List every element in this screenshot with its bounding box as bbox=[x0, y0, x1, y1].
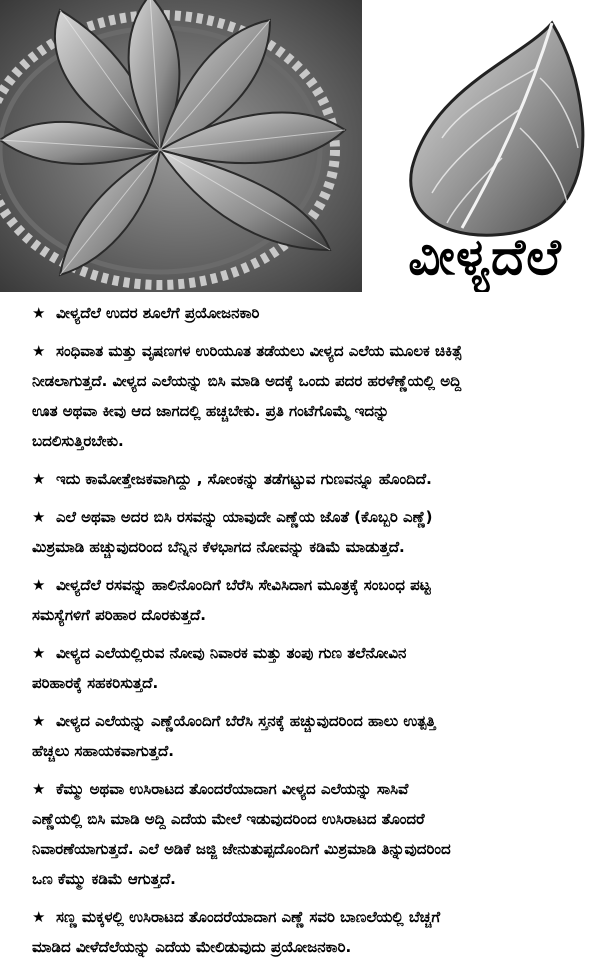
betel-leaf-illustration bbox=[402, 18, 590, 246]
text-line-content: ವೀಳ್ಯದೆಲೆ ಉದರ ಶೂಲೆಗೆ ಪ್ರಯೋಜನಕಾರಿ bbox=[56, 304, 260, 322]
text-line bbox=[32, 864, 592, 894]
text-line bbox=[32, 932, 592, 962]
text-line bbox=[32, 396, 592, 426]
text-line-content: ಮಾಡಿದ ವೀಳೆದೆಲೆಯನ್ನು ಎದೆಯ ಮೇಲಿಡುವುದು ಪ್ರಯೋಜನಕಾರಿ. bbox=[32, 938, 352, 956]
bullet-paragraph bbox=[32, 774, 592, 894]
text-line bbox=[32, 336, 592, 366]
text-line-content: ಕೆಮ್ಮು ಅಥವಾ ಉಸಿರಾಟದ ತೊಂದರೆಯಾದಾಗ ವೀಳ್ಯದ ಎಲೆಯನ್ನು ಸಾಸಿವೆ bbox=[56, 780, 409, 798]
text-line bbox=[32, 366, 592, 396]
bullet-paragraph bbox=[32, 706, 592, 766]
text-line-content: ಎಣ್ಣೆಯಲ್ಲಿ ಬಿಸಿ ಮಾಡಿ ಅದ್ದಿ ಎದೆಯ ಮೇಲೆ ಇಡುವುದರಿಂದ ಉಸಿರಾಟದ ತೊಂದರೆ bbox=[32, 810, 425, 828]
text-line-content: ಮಿಶ್ರಮಾಡಿ ಹಚ್ಚುವುದರಿಂದ ಬೆನ್ನಿನ ಕೆಳಭಾಗದ ನೋವನ್ನು ಕಡಿಮೆ ಮಾಡುತ್ತದೆ. bbox=[32, 538, 405, 556]
bullet-paragraph bbox=[32, 298, 592, 328]
text-line bbox=[32, 426, 592, 456]
text-line bbox=[32, 464, 592, 494]
text-line-content: ಇದು ಕಾಮೋತ್ತೇಜಕವಾಗಿದ್ದು , ಸೋಂಕನ್ನು ತಡೆಗಟ್ಟುವ ಗುಣವನ್ನೂ ಹೊಂದಿದೆ. bbox=[56, 470, 432, 488]
text-line bbox=[32, 298, 592, 328]
text-line-content: ವೀಳ್ಯದ ಎಲೆಯನ್ನು ಎಣ್ಣೆಯೊಂದಿಗೆ ಬೆರೆಸಿ ಸ್ತನಕ್ಕೆ ಹಚ್ಚುವುದರಿಂದ ಹಾಲು ಉತ್ಪತ್ತಿ bbox=[56, 712, 436, 730]
text-line bbox=[32, 774, 592, 804]
text-line bbox=[32, 638, 592, 668]
text-line bbox=[32, 668, 592, 698]
star-bullet-icon: ★ bbox=[32, 304, 46, 322]
bullet-paragraph bbox=[32, 502, 592, 562]
text-line-content: ನಿವಾರಣೆಯಾಗುತ್ತದೆ. ಎಲೆ ಅಡಿಕೆ ಜಜ್ಜಿ ಜೇನುತುಪ್ಪದೊಂದಿಗೆ ಮಿಶ್ರಮಾಡಿ ತಿನ್ನುವುದರಿಂದ bbox=[32, 840, 451, 858]
text-line bbox=[32, 706, 592, 736]
betel-leaves-basket-photo bbox=[0, 0, 362, 292]
text-line bbox=[32, 834, 592, 864]
bullet-paragraph bbox=[32, 638, 592, 698]
text-line-content: ಸಣ್ಣ ಮಕ್ಕಳಲ್ಲಿ ಉಸಿರಾಟದ ತೊಂದರೆಯಾದಾಗ ಎಣ್ಣೆ ಸವರಿ ಬಾಣಲೆಯಲ್ಲಿ ಬೆಚ್ಚಗೆ bbox=[56, 908, 441, 926]
bullet-paragraph bbox=[32, 336, 592, 456]
text-line bbox=[32, 570, 592, 600]
star-bullet-icon: ★ bbox=[32, 908, 46, 926]
single-betel-leaf-photo bbox=[402, 18, 590, 246]
text-line bbox=[32, 502, 592, 532]
page-title: ವೀಳ್ಯದೆಲೆ bbox=[408, 228, 562, 286]
basket-leaves-illustration bbox=[0, 0, 362, 292]
text-line-content: ಸಂಧಿವಾತ ಮತ್ತು ವೃಷಣಗಳ ಉರಿಯೂತ ತಡೆಯಲು ವೀಳ್ಯದ ಎಲೆಯ ಮೂಲಕ ಚಿಕಿತ್ಸೆ bbox=[56, 342, 463, 360]
text-line bbox=[32, 902, 592, 932]
text-line bbox=[32, 532, 592, 562]
text-line bbox=[32, 600, 592, 630]
text-line-content: ಊತ ಅಥವಾ ಕೀವು ಆದ ಜಾಗದಲ್ಲಿ ಹಚ್ಚಬೇಕು. ಪ್ರತಿ ಗಂಟೆಗೊಮ್ಮೆ ಇದನ್ನು bbox=[32, 402, 390, 420]
text-line-content: ಪರಿಹಾರಕ್ಕೆ ಸಹಕರಿಸುತ್ತದೆ. bbox=[32, 674, 159, 692]
text-line-content: ಒಣ ಕೆಮ್ಮು ಕಡಿಮೆ ಆಗುತ್ತದೆ. bbox=[32, 870, 176, 888]
text-line-content: ಎಲೆ ಅಥವಾ ಅದರ ಬಿಸಿ ರಸವನ್ನು ಯಾವುದೇ ಎಣ್ಣೆಯ ಜೊತೆ (ಕೊಬ್ಬರಿ ಎಣ್ಣೆ) bbox=[56, 508, 433, 526]
article-body bbox=[32, 298, 592, 970]
text-line-content: ನೀಡಲಾಗುತ್ತದೆ. ವೀಳ್ಯದ ಎಲೆಯನ್ನು ಬಿಸಿ ಮಾಡಿ ಅದಕ್ಕೆ ಒಂದು ಪದರ ಹರಳೆಣ್ಣೆಯಲ್ಲಿ ಅದ್ದಿ bbox=[32, 372, 462, 390]
star-bullet-icon: ★ bbox=[32, 712, 46, 730]
text-line bbox=[32, 736, 592, 766]
star-bullet-icon: ★ bbox=[32, 470, 46, 488]
text-line-content: ಹೆಚ್ಚಲು ಸಹಾಯಕವಾಗುತ್ತದೆ. bbox=[32, 742, 174, 760]
text-line-content: ವೀಳ್ಯದ ಎಲೆಯಲ್ಲಿರುವ ನೋವು ನಿವಾರಕ ಮತ್ತು ತಂಪು ಗುಣ ತಲೆನೋವಿನ bbox=[56, 644, 407, 662]
text-line-content: ಸಮಸ್ಯೆಗಳಿಗೆ ಪರಿಹಾರ ದೊರಕುತ್ತದೆ. bbox=[32, 606, 207, 624]
text-line-content: ವೀಳ್ಯದೆಲೆ ರಸವನ್ನು ಹಾಲಿನೊಂದಿಗೆ ಬೆರೆಸಿ ಸೇವಿಸಿದಾಗ ಮೂತ್ರಕ್ಕೆ ಸಂಬಂಧ ಪಟ್ಟ bbox=[56, 576, 431, 594]
bullet-paragraph bbox=[32, 902, 592, 962]
star-bullet-icon: ★ bbox=[32, 644, 46, 662]
text-line-content: ಬದಲಿಸುತ್ತಿರಬೇಕು. bbox=[32, 432, 124, 450]
bullet-paragraph bbox=[32, 570, 592, 630]
star-bullet-icon: ★ bbox=[32, 508, 46, 526]
star-bullet-icon: ★ bbox=[32, 576, 46, 594]
bullet-paragraph bbox=[32, 464, 592, 494]
text-line bbox=[32, 804, 592, 834]
star-bullet-icon: ★ bbox=[32, 780, 46, 798]
star-bullet-icon: ★ bbox=[32, 342, 46, 360]
